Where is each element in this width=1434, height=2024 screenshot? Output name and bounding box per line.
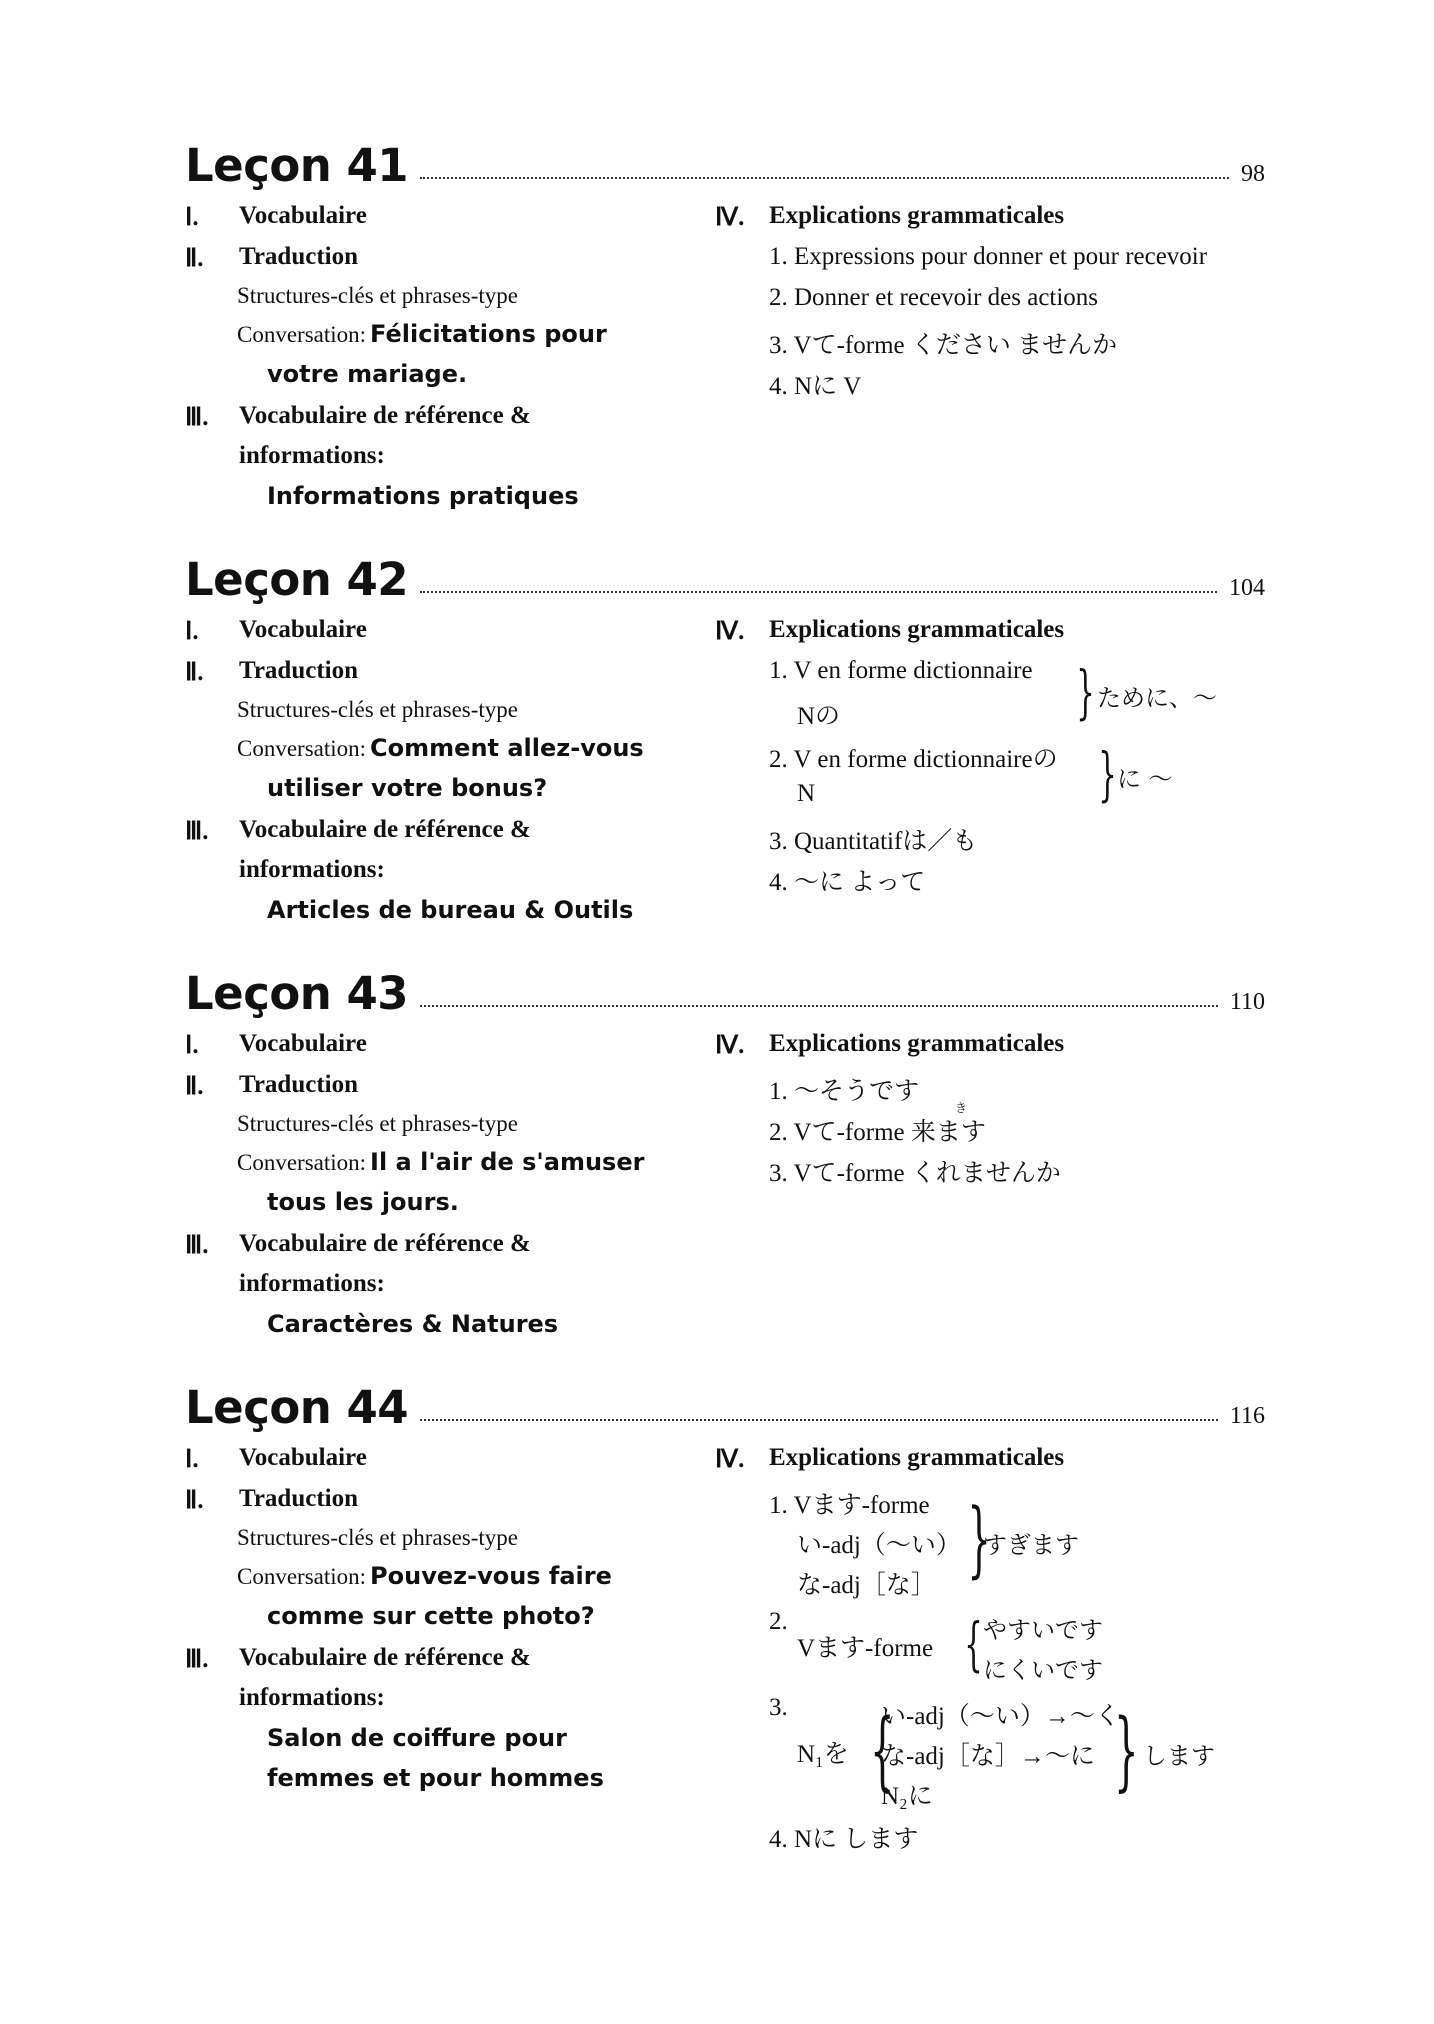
conversation-line — [237, 734, 644, 762]
reference-topic-cont: femmes et pour hommes — [267, 1764, 604, 1792]
grammar-item: 1. ～そうです — [769, 1078, 920, 1105]
grammar-item: 2. V en forme dictionnaireの — [769, 746, 1058, 773]
conversation-label: Conversation: — [237, 322, 367, 347]
right-brace: } — [1114, 1701, 1139, 1801]
page-number: 98 — [1241, 161, 1265, 187]
lesson-title: Leçon 44 — [185, 1381, 409, 1434]
reference-topic: Informations pratiques — [267, 482, 579, 510]
section-title: Traduction — [239, 1485, 358, 1512]
grammar-item-line: N₁を — [797, 1741, 849, 1768]
lesson-header — [185, 546, 1265, 610]
roman-numeral: Ⅲ. — [185, 1646, 209, 1673]
lesson-42 — [185, 546, 1265, 924]
reference-topic: Caractères & Natures — [267, 1310, 559, 1338]
conversation-title: Pouvez-vous faire — [370, 1562, 612, 1590]
grammar-suffix: やすいです — [983, 1616, 1103, 1644]
section-grammar — [715, 1030, 1064, 1058]
conversation-title-cont: votre mariage. — [267, 360, 468, 388]
roman-numeral: Ⅰ. — [185, 204, 199, 231]
lesson-title: Leçon 41 — [185, 139, 409, 192]
left-brace: { — [870, 1701, 895, 1801]
grammar-suffix: にくいです — [983, 1656, 1103, 1684]
section-reference — [185, 816, 531, 844]
structures-line: Structures-clés et phrases-type — [237, 1111, 519, 1136]
leader-dots — [420, 177, 1229, 179]
lesson-41 — [185, 132, 1265, 510]
conversation-label: Conversation: — [237, 1564, 367, 1589]
conversation-title: Il a l'air de s'amuser — [370, 1148, 645, 1176]
section-title: Vocabulaire de référence & — [239, 816, 531, 843]
section-title: Traduction — [239, 657, 358, 684]
page-number: 104 — [1229, 575, 1265, 601]
grammar-item-line: な-adj［な］ — [797, 1572, 936, 1599]
grammar-item: 4. Nに します — [769, 1826, 919, 1853]
roman-numeral: Ⅲ. — [185, 404, 209, 431]
leader-dots — [420, 1005, 1218, 1007]
section-reference — [185, 402, 531, 430]
right-brace: } — [967, 1492, 991, 1587]
furigana: き — [955, 1101, 968, 1115]
section-title: Explications grammaticales — [769, 1444, 1065, 1471]
grammar-item-line: N — [797, 780, 816, 807]
roman-numeral: Ⅱ. — [185, 1487, 204, 1514]
leader-dots — [420, 591, 1217, 593]
roman-numeral: Ⅰ. — [185, 618, 199, 645]
grammar-item-line: い-adj（～い）→～く — [881, 1703, 1120, 1730]
page-number: 110 — [1229, 989, 1265, 1015]
structures-line: Structures-clés et phrases-type — [237, 283, 519, 308]
roman-numeral: Ⅱ. — [185, 1073, 204, 1100]
lesson-header — [185, 1374, 1265, 1438]
lesson-43 — [185, 960, 1265, 1338]
section-reference — [185, 1230, 531, 1258]
section-vocabulary — [185, 202, 367, 230]
grammar-item: 1. V en forme dictionnaire — [769, 657, 1033, 684]
section-title: Vocabulaire — [239, 616, 367, 643]
structures-line: Structures-clés et phrases-type — [237, 697, 519, 722]
conversation-title-cont: comme sur cette photo? — [267, 1602, 595, 1630]
page-number: 116 — [1229, 1403, 1265, 1429]
grammar-item: 3. Vて-forme ください ませんか — [769, 332, 1118, 359]
section-vocabulary — [185, 616, 367, 644]
roman-numeral: Ⅳ. — [715, 1446, 745, 1473]
grammar-number: 3. — [769, 1694, 788, 1721]
section-grammar — [715, 616, 1064, 644]
grammar-suffix: します — [1143, 1742, 1215, 1770]
section-translation — [185, 1071, 358, 1099]
section-translation — [185, 243, 358, 271]
lesson-title: Leçon 43 — [185, 967, 409, 1020]
conversation-title: Félicitations pour — [370, 320, 607, 348]
lesson-title: Leçon 42 — [185, 553, 409, 606]
reference-topic: Salon de coiffure pour — [267, 1724, 567, 1752]
grammar-item: 2. Vて-forme 来ます — [769, 1119, 986, 1146]
grammar-suffix: ために、～ — [1097, 684, 1217, 712]
left-brace: { — [964, 1610, 983, 1678]
section-title: Traduction — [239, 243, 358, 270]
grammar-item: 2. Donner et recevoir des actions — [769, 284, 1099, 311]
section-title-cont: informations: — [239, 442, 385, 469]
grammar-item-line: Nの — [797, 703, 841, 730]
lesson-44 — [185, 1374, 1265, 1853]
grammar-item: 3. Vて-forme くれませんか — [769, 1160, 1061, 1187]
section-title-cont: informations: — [239, 1684, 385, 1711]
grammar-item: 3. Quantitatifは／も — [769, 828, 978, 855]
grammar-number: 2. — [769, 1608, 788, 1635]
conversation-line — [237, 320, 607, 348]
conversation-title: Comment allez-vous — [370, 734, 644, 762]
section-title-cont: informations: — [239, 856, 385, 883]
roman-numeral: Ⅳ. — [715, 204, 745, 231]
section-reference — [185, 1644, 531, 1672]
grammar-item: 4. ～に よって — [769, 869, 926, 896]
section-title: Vocabulaire — [239, 1030, 367, 1057]
section-title: Vocabulaire de référence & — [239, 1230, 531, 1257]
section-title: Traduction — [239, 1071, 358, 1098]
conversation-label: Conversation: — [237, 1150, 367, 1175]
roman-numeral: Ⅲ. — [185, 818, 209, 845]
lesson-header — [185, 960, 1265, 1024]
grammar-suffix: すぎます — [983, 1531, 1079, 1559]
leader-dots — [420, 1419, 1218, 1421]
grammar-suffix: に ～ — [1117, 765, 1173, 793]
conversation-title-cont: utiliser votre bonus? — [267, 774, 548, 802]
right-brace: } — [1098, 740, 1117, 808]
section-title: Vocabulaire de référence & — [239, 402, 531, 429]
grammar-item-line: な-adj［な］→～に — [881, 1743, 1095, 1770]
conversation-label: Conversation: — [237, 736, 367, 761]
grammar-item: 4. Nに V — [769, 373, 862, 400]
grammar-item: 1. Vます-forme — [769, 1492, 930, 1519]
roman-numeral: Ⅰ. — [185, 1446, 199, 1473]
roman-numeral: Ⅱ. — [185, 659, 204, 686]
lesson-header — [185, 132, 1265, 196]
section-title-cont: informations: — [239, 1270, 385, 1297]
roman-numeral: Ⅰ. — [185, 1032, 199, 1059]
conversation-line — [237, 1562, 612, 1590]
section-title: Vocabulaire de référence & — [239, 1644, 531, 1671]
conversation-line — [237, 1148, 644, 1176]
section-title: Vocabulaire — [239, 1444, 367, 1471]
roman-numeral: Ⅳ. — [715, 618, 745, 645]
structures-line: Structures-clés et phrases-type — [237, 1525, 519, 1550]
conversation-title-cont: tous les jours. — [267, 1188, 459, 1216]
section-vocabulary — [185, 1444, 367, 1472]
grammar-item-line: い-adj（～い） — [797, 1532, 961, 1559]
section-translation — [185, 657, 358, 685]
grammar-item: 1. Expressions pour donner et pour recevoir — [769, 243, 1208, 270]
section-translation — [185, 1485, 358, 1513]
grammar-item-line: Vます-forme — [797, 1635, 934, 1662]
section-vocabulary — [185, 1030, 367, 1058]
roman-numeral: Ⅳ. — [715, 1032, 745, 1059]
section-grammar — [715, 1444, 1064, 1472]
section-title: Explications grammaticales — [769, 1030, 1065, 1057]
roman-numeral: Ⅲ. — [185, 1232, 209, 1259]
grammar-item-line: N₂に — [881, 1783, 933, 1810]
right-brace: } — [1076, 658, 1095, 726]
section-title: Vocabulaire — [239, 202, 367, 229]
section-title: Explications grammaticales — [769, 202, 1065, 229]
section-title: Explications grammaticales — [769, 616, 1065, 643]
roman-numeral: Ⅱ. — [185, 245, 204, 272]
section-grammar — [715, 202, 1064, 230]
reference-topic: Articles de bureau & Outils — [267, 896, 634, 924]
